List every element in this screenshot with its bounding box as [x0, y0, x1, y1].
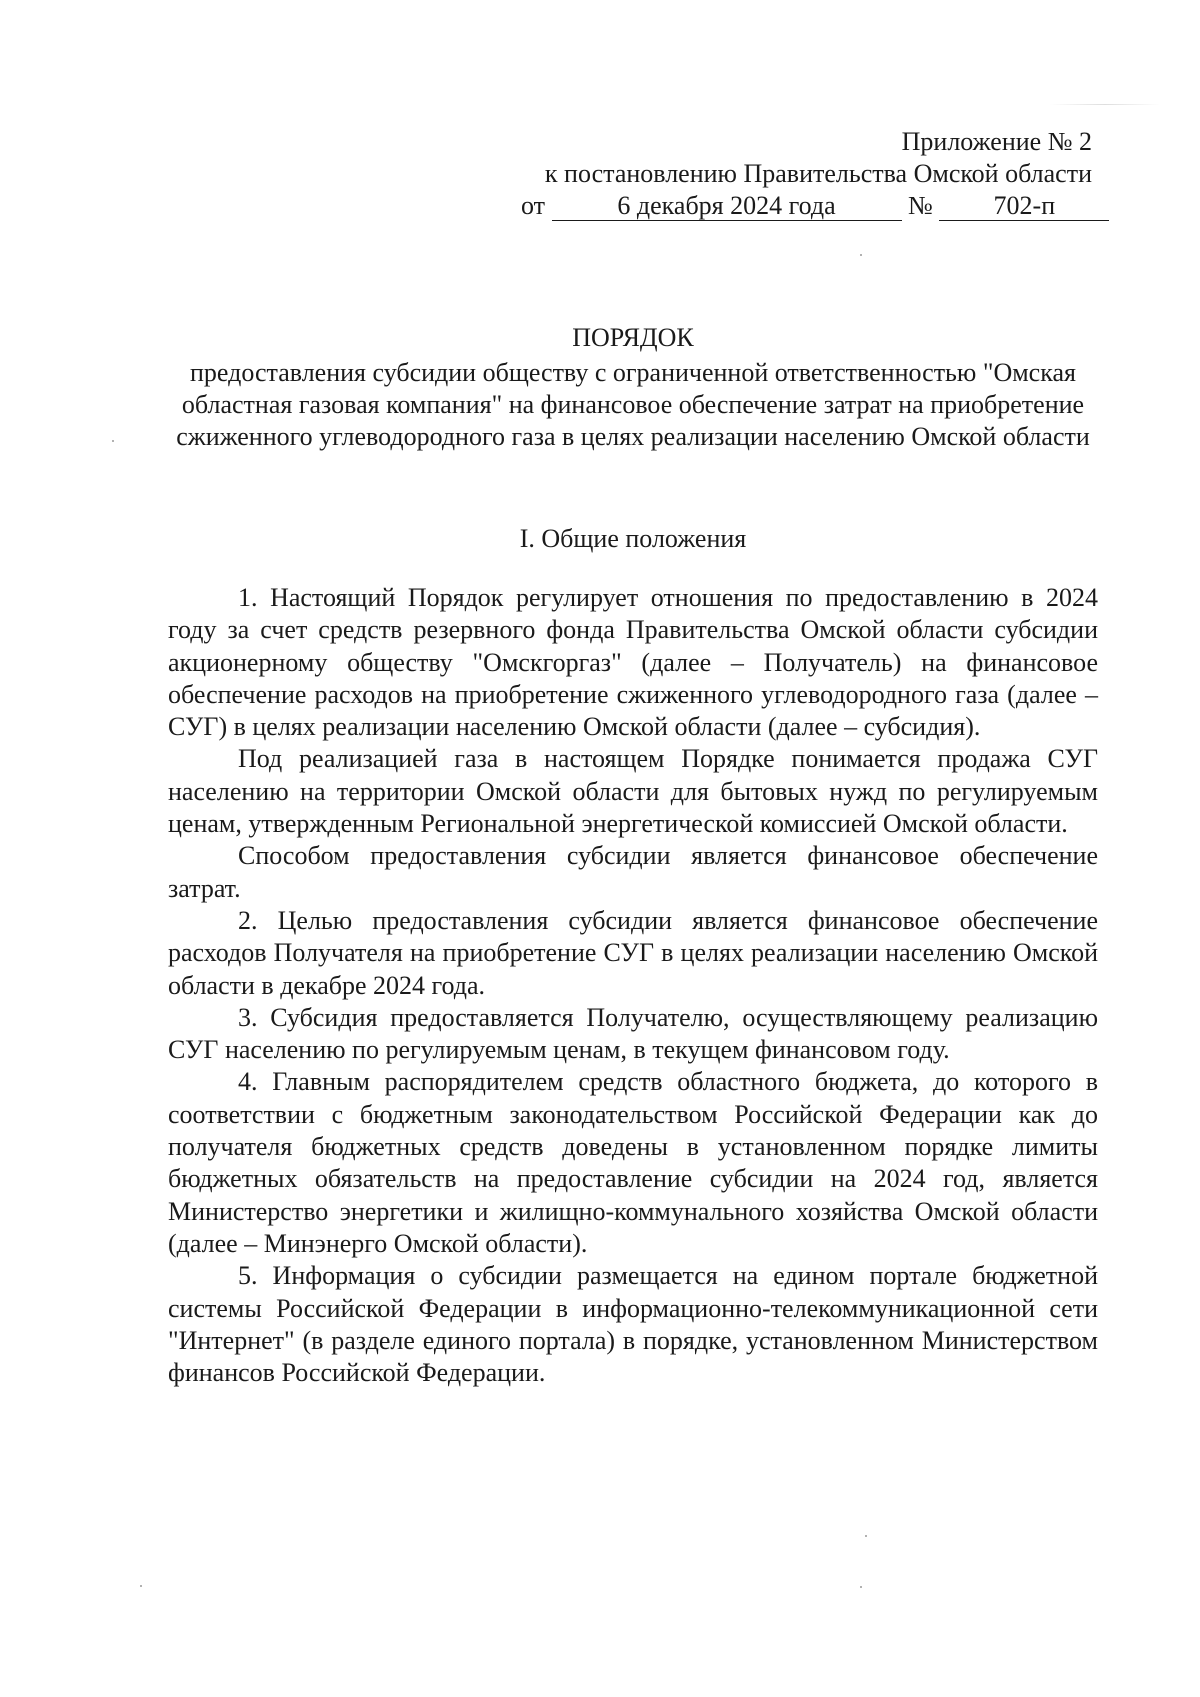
appendix-label: Приложение № 2	[901, 127, 1092, 156]
document-subtitle: предоставления субсидии обществу с ограниченной ответственностью "Омская областная газовая компания" на финансовое обеспечение затрат на приобретение сжиженного углеводородного газа в целях реализации населению Омской области	[176, 358, 1090, 451]
document-body	[168, 582, 1098, 1389]
section-heading: I. Общие положения	[519, 524, 747, 553]
paragraph: Под реализацией газа в настоящем Порядке понимается продажа СУГ населению на территории Омской области для бытовых нужд по регулируемым ценам, утвержденным Региональной энергетической комиссией Омской области.	[168, 744, 1098, 839]
paragraph: 1. Настоящий Порядок регулирует отношения по предоставлению в 2024 году за счет средств резервного фонда Правительства Омской области субсидии акционерному обществу "Омскгоргаз" (далее – Получатель) на финансовое обеспечение расходов на приобретение сжиженного углеводородного газа (далее – СУГ) в целях реализации населению Омской области (далее – субсидия).	[168, 583, 1098, 742]
decree-reference: к постановлению Правительства Омской области	[544, 159, 1092, 188]
paragraph: 3. Субсидия предоставляется Получателю, осуществляющему реализацию СУГ населению по регулируемым ценам, в текущем финансовом году.	[168, 1002, 1098, 1065]
decree-date-number-line	[521, 190, 1111, 222]
appendix-header	[545, 126, 1092, 190]
scan-dot	[860, 254, 862, 256]
decree-number: 702-п	[939, 192, 1109, 221]
number-prefix: №	[908, 191, 933, 220]
scan-dot	[860, 1586, 862, 1588]
document-title: ПОРЯДОК	[572, 323, 694, 352]
decree-date: 6 декабря 2024 года	[552, 192, 902, 221]
scan-dot	[140, 1585, 142, 1587]
paragraph: 5. Информация о субсидии размещается на едином портале бюджетной системы Российской Федерации в информационно-телекоммуникационной сети "Интернет" (в разделе единого портала) в порядке, установленном Министерством финансов Российской Федерации.	[168, 1261, 1098, 1388]
paragraph: 4. Главным распорядителем средств областного бюджета, до которого в соответствии с бюджетным законодательством Российской Федерации как до получателя бюджетных средств доведены в установленном порядке лимиты бюджетных обязательств на предоставление субсидии на 2024 год, является Министерство энергетики и жилищно-коммунального хозяйства Омской области (далее – Минэнерго Омской области).	[168, 1067, 1098, 1258]
scan-dot	[865, 1535, 867, 1537]
scan-artifact	[1050, 104, 1160, 105]
paragraph: 2. Целью предоставления субсидии является финансовое обеспечение расходов Получателя на приобретение СУГ в целях реализации населению Омской области в декабре 2024 года.	[168, 905, 1098, 1000]
date-prefix: от	[521, 191, 546, 220]
document-title-block	[168, 322, 1098, 453]
paragraph: Способом предоставления субсидии является финансовое обеспечение затрат.	[168, 841, 1098, 903]
scan-dot	[112, 440, 114, 442]
